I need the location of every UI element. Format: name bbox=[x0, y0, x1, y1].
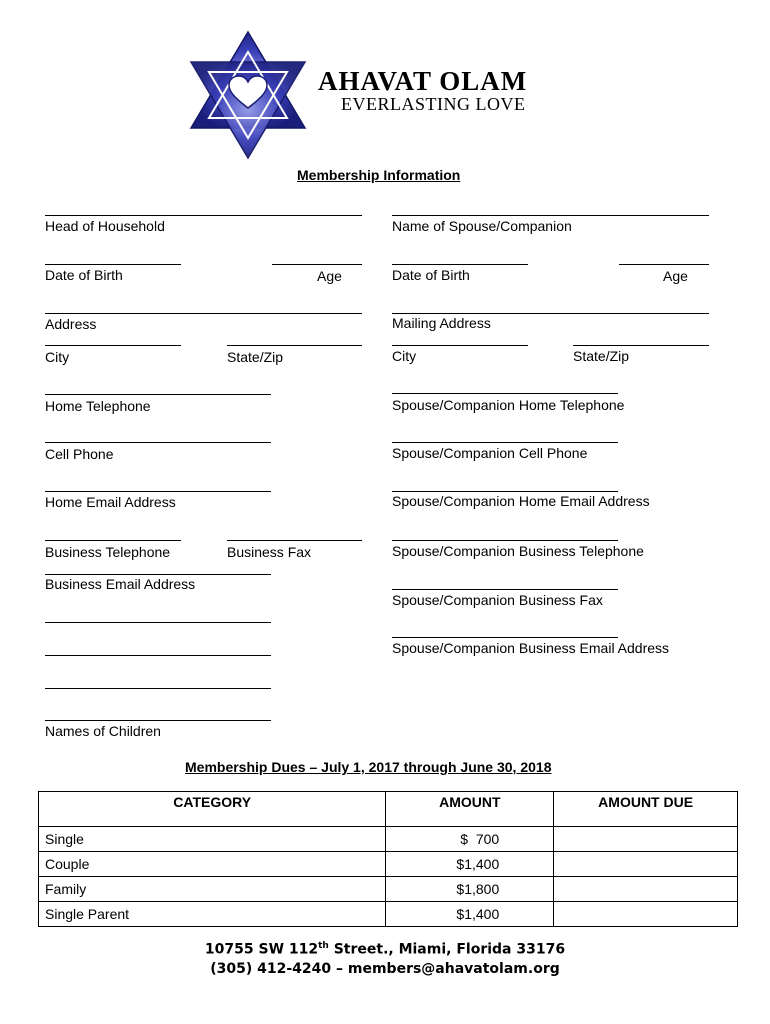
spouse-dob-line[interactable] bbox=[392, 264, 528, 265]
amount-cell: $1,800 bbox=[386, 877, 554, 902]
spouse-state-zip-line[interactable] bbox=[573, 345, 709, 346]
business-email-label: Business Email Address bbox=[45, 576, 196, 592]
footer-address-sup: th bbox=[318, 941, 329, 951]
city-line[interactable] bbox=[45, 345, 181, 346]
dues-table bbox=[38, 791, 738, 927]
address-line[interactable] bbox=[45, 313, 362, 314]
cell-phone-line[interactable] bbox=[45, 442, 271, 443]
child-line[interactable] bbox=[45, 688, 271, 689]
spouse-business-fax-label: Spouse/Companion Business Fax bbox=[392, 592, 603, 608]
mailing-address-line[interactable] bbox=[392, 313, 709, 314]
home-email-line[interactable] bbox=[45, 491, 271, 492]
head-of-household-line[interactable] bbox=[45, 215, 362, 216]
cell-phone-label: Cell Phone bbox=[45, 446, 114, 462]
spouse-business-email-label: Spouse/Companion Business Email Address bbox=[392, 640, 670, 656]
business-fax-label: Business Fax bbox=[227, 544, 312, 560]
names-of-children-label: Names of Children bbox=[45, 723, 161, 739]
category-cell: Family bbox=[39, 877, 386, 902]
business-email-line[interactable] bbox=[45, 574, 271, 575]
dues-header-row bbox=[39, 792, 738, 827]
amount-due-cell[interactable] bbox=[554, 827, 738, 852]
logo bbox=[183, 30, 313, 160]
amount-due-header: AMOUNT DUE bbox=[554, 792, 738, 827]
child-line[interactable] bbox=[45, 655, 271, 656]
mailing-address-label: Mailing Address bbox=[392, 315, 491, 331]
spouse-business-telephone-label: Spouse/Companion Business Telephone bbox=[392, 543, 644, 559]
spouse-cell-phone-label: Spouse/Companion Cell Phone bbox=[392, 445, 588, 461]
spouse-name-line[interactable] bbox=[392, 215, 709, 216]
footer-address-post: Street., Miami, Florida 33176 bbox=[328, 941, 566, 958]
spouse-business-telephone-line[interactable] bbox=[392, 540, 618, 541]
dob-line[interactable] bbox=[45, 264, 181, 265]
footer-address bbox=[0, 941, 770, 958]
spouse-home-telephone-label: Spouse/Companion Home Telephone bbox=[392, 397, 625, 413]
state-zip-line[interactable] bbox=[227, 345, 362, 346]
address-label: Address bbox=[45, 316, 97, 332]
amount-cell: $1,400 bbox=[386, 852, 554, 877]
spouse-city-line[interactable] bbox=[392, 345, 528, 346]
star-of-david-icon bbox=[183, 30, 313, 160]
age-label: Age bbox=[317, 268, 342, 284]
spouse-home-telephone-line[interactable] bbox=[392, 393, 618, 394]
home-telephone-line[interactable] bbox=[45, 394, 271, 395]
amount-due-cell[interactable] bbox=[554, 902, 738, 927]
head-of-household-label: Head of Household bbox=[45, 218, 165, 234]
amount-cell: $1,400 bbox=[386, 902, 554, 927]
dues-title: Membership Dues – July 1, 2017 through June 30, 2018 bbox=[185, 759, 552, 775]
spouse-city-label: City bbox=[392, 348, 417, 364]
table-row bbox=[39, 877, 738, 902]
footer-address-pre: 10755 SW 112 bbox=[204, 941, 319, 958]
dob-label: Date of Birth bbox=[45, 267, 123, 283]
form-title: Membership Information bbox=[297, 167, 461, 183]
org-tagline: EVERLASTING LOVE bbox=[341, 94, 526, 114]
home-telephone-label: Home Telephone bbox=[45, 398, 151, 414]
amount-header: AMOUNT bbox=[386, 792, 554, 827]
spouse-business-fax-line[interactable] bbox=[392, 589, 618, 590]
table-row bbox=[39, 827, 738, 852]
amount-due-cell[interactable] bbox=[554, 877, 738, 902]
spouse-name-label: Name of Spouse/Companion bbox=[392, 218, 572, 234]
spouse-age-label: Age bbox=[663, 268, 688, 284]
table-row bbox=[39, 902, 738, 927]
category-cell: Couple bbox=[39, 852, 386, 877]
category-cell: Single bbox=[39, 827, 386, 852]
business-fax-line[interactable] bbox=[227, 540, 362, 541]
city-label: City bbox=[45, 349, 70, 365]
category-cell: Single Parent bbox=[39, 902, 386, 927]
table-row bbox=[39, 852, 738, 877]
spouse-cell-phone-line[interactable] bbox=[392, 442, 618, 443]
child-line[interactable] bbox=[45, 720, 271, 721]
spouse-age-line[interactable] bbox=[619, 264, 709, 265]
state-zip-label: State/Zip bbox=[227, 349, 284, 365]
org-name: AHAVAT OLAM bbox=[318, 66, 528, 96]
age-line[interactable] bbox=[272, 264, 362, 265]
spouse-dob-label: Date of Birth bbox=[392, 267, 470, 283]
spouse-home-email-line[interactable] bbox=[392, 491, 618, 492]
spouse-state-zip-label: State/Zip bbox=[573, 348, 630, 364]
home-email-label: Home Email Address bbox=[45, 494, 176, 510]
category-header: CATEGORY bbox=[39, 792, 386, 827]
footer-contact: (305) 412-4240 – members@ahavatolam.org bbox=[210, 961, 560, 977]
amount-due-cell[interactable] bbox=[554, 852, 738, 877]
child-line[interactable] bbox=[45, 622, 271, 623]
business-telephone-label: Business Telephone bbox=[45, 544, 171, 560]
business-telephone-line[interactable] bbox=[45, 540, 181, 541]
spouse-home-email-label: Spouse/Companion Home Email Address bbox=[392, 493, 650, 509]
amount-cell: $ 700 bbox=[386, 827, 554, 852]
spouse-business-email-line[interactable] bbox=[392, 637, 618, 638]
